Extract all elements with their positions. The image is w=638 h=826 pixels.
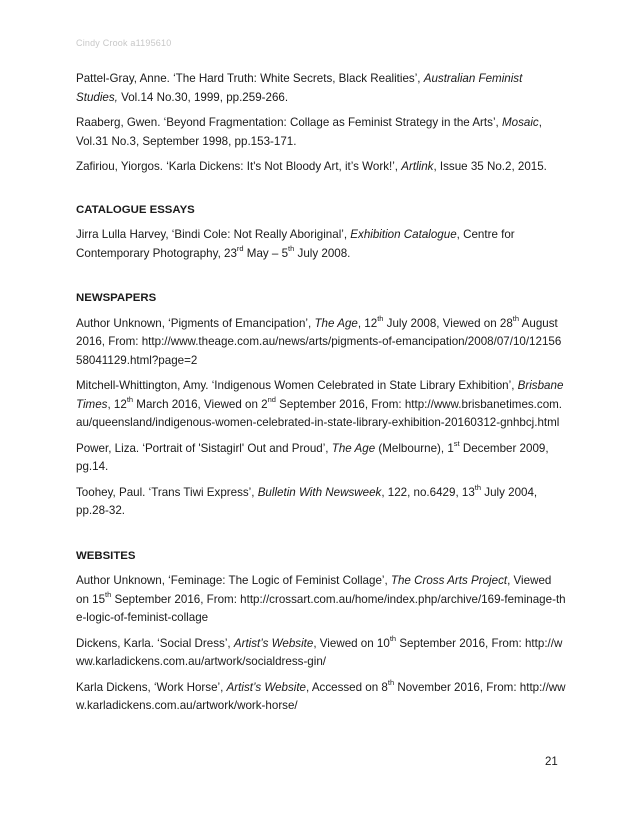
bibliography-entry: Toohey, Paul. ‘Trans Tiwi Express’, Bulletin With Newsweek, 122, no.6429, 13th July 2004, pp.28-32. xyxy=(76,482,538,517)
bibliography-entry: Karla Dickens, ‘Work Horse’, Artist’s Website, Accessed on 8th November 2016, From: http://www.karladickens.com.au/artwork/work-horse/ xyxy=(76,677,566,712)
section-heading-websites: WEBSITES xyxy=(76,549,136,562)
page-header-author: Cindy Crook a1195610 xyxy=(76,38,172,48)
bibliography-entry: Author Unknown, ‘Feminage: The Logic of Feminist Collage’, The Cross Arts Project, Viewed on 15th September 2016, From: http://crossart.com.au/home/index.php/archive/169-feminage-the-logic-of-feminist-collage xyxy=(76,574,566,624)
reference-url: http://www.theage.com.au/news/arts/pigments-of-emancipation/2008/07/10/1215658041129.html?page=2 xyxy=(76,335,562,367)
bibliography-content xyxy=(76,70,566,723)
bibliography-entry: Jirra Lulla Harvey, ‘Bindi Cole: Not Really Aboriginal’, Exhibition Catalogue, Centre for Contemporary Photography, 23rd May – 5th July 2008. xyxy=(76,228,515,260)
bibliography-entry: Author Unknown, ‘Pigments of Emancipation’, The Age, 12th July 2008, Viewed on 28th August 2016, From: http://www.theage.com.au/news/arts/pigments-of-emancipation/2008/07/10/1215658041129.html?page=2 xyxy=(76,313,562,367)
bibliography-entry: Mitchell-Whittington, Amy. ‘Indigenous Women Celebrated in State Library Exhibition’, Brisbane Times, 12th March 2016, Viewed on 2nd September 2016, From: http://www.brisbanetimes.com.au/queensland/indigenous-women-celebrated-in-state-library-exhibition-20160312-gnhbcj.html xyxy=(76,379,564,429)
bibliography-entry: Dickens, Karla. ‘Social Dress’, Artist’s Website, Viewed on 10th September 2016, From: http://www.karladickens.com.au/artwork/socialdress-gin/ xyxy=(76,633,563,668)
bibliography-entry: Zafiriou, Yiorgos. ‘Karla Dickens: It's Not Bloody Art, it’s Work!’, Artlink, Issue 35 No.2, 2015. xyxy=(76,160,547,173)
section-heading-newspapers: NEWSPAPERS xyxy=(76,292,157,304)
page-number: 21 xyxy=(545,756,558,768)
reference-url: http://www.karladickens.com.au/artwork/work-horse/ xyxy=(76,680,566,712)
section-heading-catalogue: CATALOGUE ESSAYS xyxy=(76,203,195,216)
reference-url: http://crossart.com.au/home/index.php/archive/169-feminage-the-logic-of-feminist-collage xyxy=(76,592,566,624)
reference-url: http://www.brisbanetimes.com.au/queensland/indigenous-women-celebrated-in-state-library-exhibition-20160312-gnhbcj.html xyxy=(76,397,563,429)
bibliography-entry: Pattel-Gray, Anne. ‘The Hard Truth: White Secrets, Black Realities’, Australian Feminist Studies, Vol.14 No.30, 1999, pp.259-266. xyxy=(76,72,523,104)
bibliography-entry: Power, Liza. ‘Portrait of 'Sistagirl' Out and Proud’, The Age (Melbourne), 1st December 2009, pg.14. xyxy=(76,438,549,473)
bibliography-entry: Raaberg, Gwen. ‘Beyond Fragmentation: Collage as Feminist Strategy in the Arts’, Mosaic, Vol.31 No.3, September 1998, pp.153-171. xyxy=(76,116,542,148)
reference-url: http://www.karladickens.com.au/artwork/socialdress-gin/ xyxy=(76,636,563,668)
